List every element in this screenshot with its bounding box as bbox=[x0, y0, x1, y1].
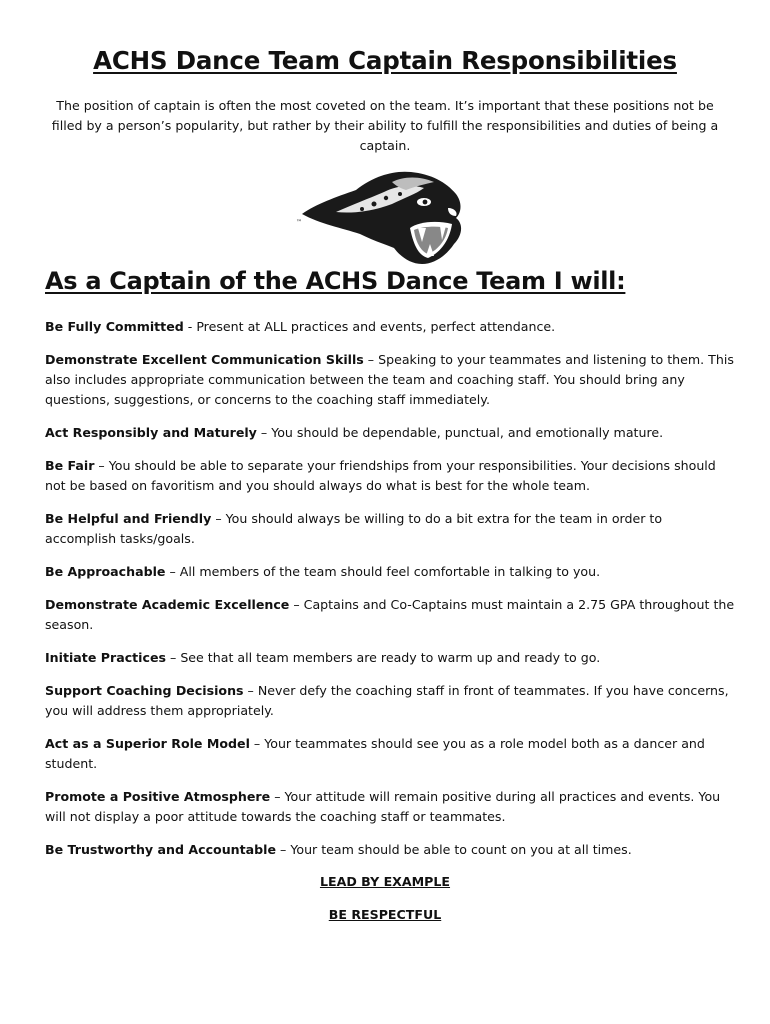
responsibility-item bbox=[45, 317, 735, 337]
responsibility-description: Present at ALL practices and events, perfect attendance. bbox=[196, 319, 556, 334]
responsibility-term: Initiate Practices bbox=[45, 650, 166, 665]
responsibility-description: Your teammates should see you as a role model both as a dancer and student. bbox=[45, 736, 705, 771]
responsibility-term: Promote a Positive Atmosphere bbox=[45, 789, 271, 804]
responsibility-term: Act Responsibly and Maturely bbox=[45, 425, 257, 440]
responsibility-item bbox=[45, 456, 735, 496]
responsibility-term: Demonstrate Academic Excellence bbox=[45, 597, 290, 612]
responsibility-term: Be Approachable bbox=[45, 564, 166, 579]
responsibility-description: See that all team members are ready to warm up and ready to go. bbox=[180, 650, 601, 665]
responsibility-separator: – bbox=[249, 736, 265, 751]
responsibility-separator: - bbox=[183, 319, 197, 334]
responsibility-item bbox=[45, 734, 735, 774]
trademark-mark: ™ bbox=[296, 219, 302, 226]
responsibility-separator: – bbox=[270, 789, 285, 804]
jaguar-mascot-icon bbox=[296, 164, 466, 268]
section-heading: As a Captain of the ACHS Dance Team I will: bbox=[45, 267, 626, 295]
intro-paragraph: The position of captain is often the most coveted on the team. It’s important that these positions not be filled by a person’s popularity, but rather by their ability to fulfill the responsibilities and duties of being a captain. bbox=[51, 98, 719, 153]
responsibility-separator: – bbox=[289, 597, 304, 612]
responsibility-description: Never defy the coaching staff in front of teammates. If you have concerns, you will address them appropriately. bbox=[45, 683, 729, 718]
responsibility-description: You should be dependable, punctual, and emotionally mature. bbox=[271, 425, 664, 440]
responsibility-item bbox=[45, 509, 735, 549]
responsibility-term: Be Trustworthy and Accountable bbox=[45, 842, 277, 857]
responsibility-term: Act as a Superior Role Model bbox=[45, 736, 250, 751]
responsibility-description: Your team should be able to count on you at all times. bbox=[290, 842, 632, 857]
responsibility-description: You should always be willing to do a bit extra for the team in order to accomplish tasks/goals. bbox=[45, 511, 663, 546]
responsibility-item bbox=[45, 648, 735, 668]
responsibility-description: Speaking to your teammates and listening to them. This also includes appropriate communication between the team and coaching staff. You should bring any questions, suggestions, or concerns to the coaching staff immediately. bbox=[45, 352, 734, 407]
responsibility-item bbox=[45, 840, 735, 860]
responsibility-term: Support Coaching Decisions bbox=[45, 683, 244, 698]
responsibility-separator: – bbox=[211, 511, 226, 526]
responsibility-item bbox=[45, 562, 735, 582]
responsibility-description: You should be able to separate your friendships from your responsibilities. Your decisions should not be based on favoritism and you should always do what is best for the whole team. bbox=[45, 458, 716, 493]
responsibility-item bbox=[45, 423, 735, 443]
responsibility-item bbox=[45, 681, 735, 721]
responsibility-term: Be Fully Committed bbox=[45, 319, 184, 334]
responsibility-description: Captains and Co-Captains must maintain a 2.75 GPA throughout the season. bbox=[45, 597, 735, 632]
responsibility-separator: – bbox=[166, 650, 181, 665]
responsibility-description: Your attitude will remain positive during all practices and events. You will not display a poor attitude towards the coaching staff or teammates. bbox=[45, 789, 721, 824]
responsibility-separator: – bbox=[165, 564, 180, 579]
page-title: ACHS Dance Team Captain Responsibilities bbox=[93, 46, 677, 75]
responsibility-separator: – bbox=[256, 425, 272, 440]
responsibilities-list bbox=[45, 317, 735, 873]
responsibility-term: Be Fair bbox=[45, 458, 95, 473]
responsibility-separator: – bbox=[363, 352, 379, 367]
responsibility-term: Demonstrate Excellent Communication Skills bbox=[45, 352, 364, 367]
responsibility-separator: – bbox=[276, 842, 291, 857]
responsibility-item bbox=[45, 350, 735, 410]
responsibility-term: Be Helpful and Friendly bbox=[45, 511, 212, 526]
closing-be-respectful: BE RESPECTFUL bbox=[328, 907, 442, 922]
responsibility-separator: – bbox=[94, 458, 109, 473]
responsibility-description: All members of the team should feel comfortable in talking to you. bbox=[179, 564, 601, 579]
responsibility-separator: – bbox=[243, 683, 258, 698]
responsibility-item bbox=[45, 787, 735, 827]
responsibility-item bbox=[45, 595, 735, 635]
closing-lead-by-example: LEAD BY EXAMPLE bbox=[319, 874, 451, 889]
